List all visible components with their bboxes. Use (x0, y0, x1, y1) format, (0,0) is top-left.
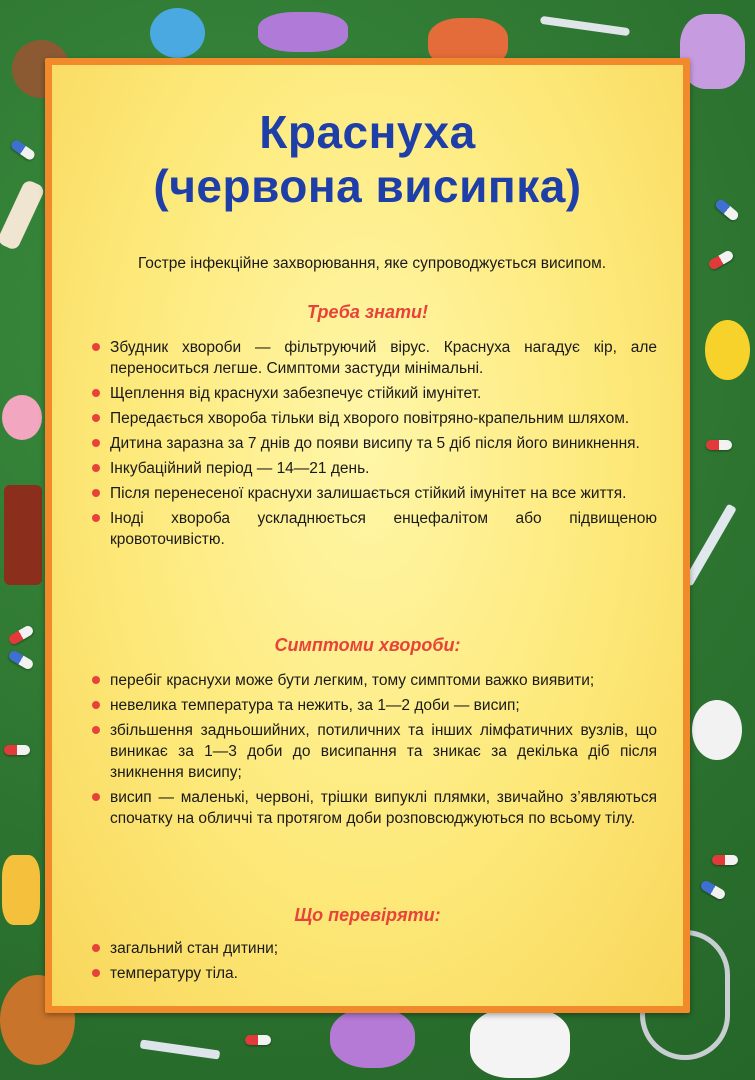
pill-icon (699, 879, 727, 901)
list-item: збільшення задньошийних, потиличних та інших лімфатичних вузлів, що виникає за 1—3 доби до висипання та зникає за декілька діб після зникнення висипу; (92, 720, 657, 783)
list-item: Після перенесеної краснухи залишається стійкий імунітет на все життя. (92, 483, 657, 504)
medicine-bottle-illustration (4, 485, 42, 585)
cat-illustration (2, 395, 42, 440)
dolphin-illustration (330, 1008, 415, 1068)
syringe-bottom-illustration (140, 1039, 220, 1059)
thermometer-illustration (540, 16, 630, 36)
list-item: Дитина заразна за 7 днів до появи висипу та 5 діб після його виникнення. (92, 433, 657, 454)
bullet-icon (92, 389, 100, 397)
hippo-illustration (258, 12, 348, 52)
bullet-icon (92, 676, 100, 684)
list-item: температуру тіла. (92, 963, 657, 984)
pill-icon (4, 745, 30, 755)
syringe-illustration (683, 504, 737, 587)
bullet-icon (92, 464, 100, 472)
fish-illustration (150, 8, 205, 58)
bullet-icon (92, 439, 100, 447)
symptoms-list (92, 670, 657, 833)
check-list (92, 938, 657, 988)
title-line-1: Краснуха (259, 106, 476, 158)
heading-check: Що перевіряти: (294, 905, 441, 925)
list-item: загальний стан дитини; (92, 938, 657, 959)
intro-text: Гостре інфекційне захворювання, яке супроводжується висипом. (137, 255, 607, 272)
list-item: Передається хвороба тільки від хворого повітряно-крапельним шляхом. (92, 408, 657, 429)
pill-icon (245, 1035, 271, 1045)
bandage-illustration (0, 179, 46, 252)
pill-icon (707, 249, 735, 271)
bullet-icon (92, 514, 100, 522)
title-line-2: (червона висипка) (153, 160, 582, 212)
list-item: Щеплення від краснухи забезпечує стійкий імунітет. (92, 383, 657, 404)
pill-icon (712, 855, 738, 865)
heading-symptoms: Симптоми хвороби: (274, 635, 461, 655)
list-item: Інкубаційний період — 14—21 день. (92, 458, 657, 479)
list-item: висип — маленькі, червоні, трішки випуклі плямки, звичайно з’являються спочатку на обличчі та протягом доби розповсюджуються по всьому тілу. (92, 787, 657, 829)
bullet-icon (92, 793, 100, 801)
pill-icon (706, 440, 732, 450)
list-item: перебіг краснухи може бути легким, тому симптоми важко виявити; (92, 670, 657, 691)
cow-illustration (470, 1008, 570, 1078)
giraffe-illustration (2, 855, 40, 925)
bullet-icon (92, 701, 100, 709)
chick-illustration (705, 320, 750, 380)
pill-icon (7, 624, 35, 646)
bullet-icon (92, 343, 100, 351)
bullet-icon (92, 414, 100, 422)
bullet-icon (92, 489, 100, 497)
bullet-icon (92, 944, 100, 952)
list-item: Іноді хвороба ускладнюється енцефалітом або підвищеною кровоточивістю. (92, 508, 657, 550)
list-item: Збудник хвороби — фільтруючий вірус. Краснуха нагадує кір, але переноситься легше. Симптоми застуди мінімальні. (92, 337, 657, 379)
list-item: невелика температура та нежить, за 1—2 доби — висип; (92, 695, 657, 716)
bullet-icon (92, 969, 100, 977)
know-list (92, 337, 657, 554)
bullet-icon (92, 726, 100, 734)
page-title (52, 105, 683, 213)
heading-know: Треба знати! (307, 302, 428, 322)
pill-icon (9, 138, 36, 161)
pill-icon (7, 649, 35, 671)
info-card (45, 58, 690, 1013)
pill-icon (714, 198, 740, 222)
duck-illustration (692, 700, 742, 760)
